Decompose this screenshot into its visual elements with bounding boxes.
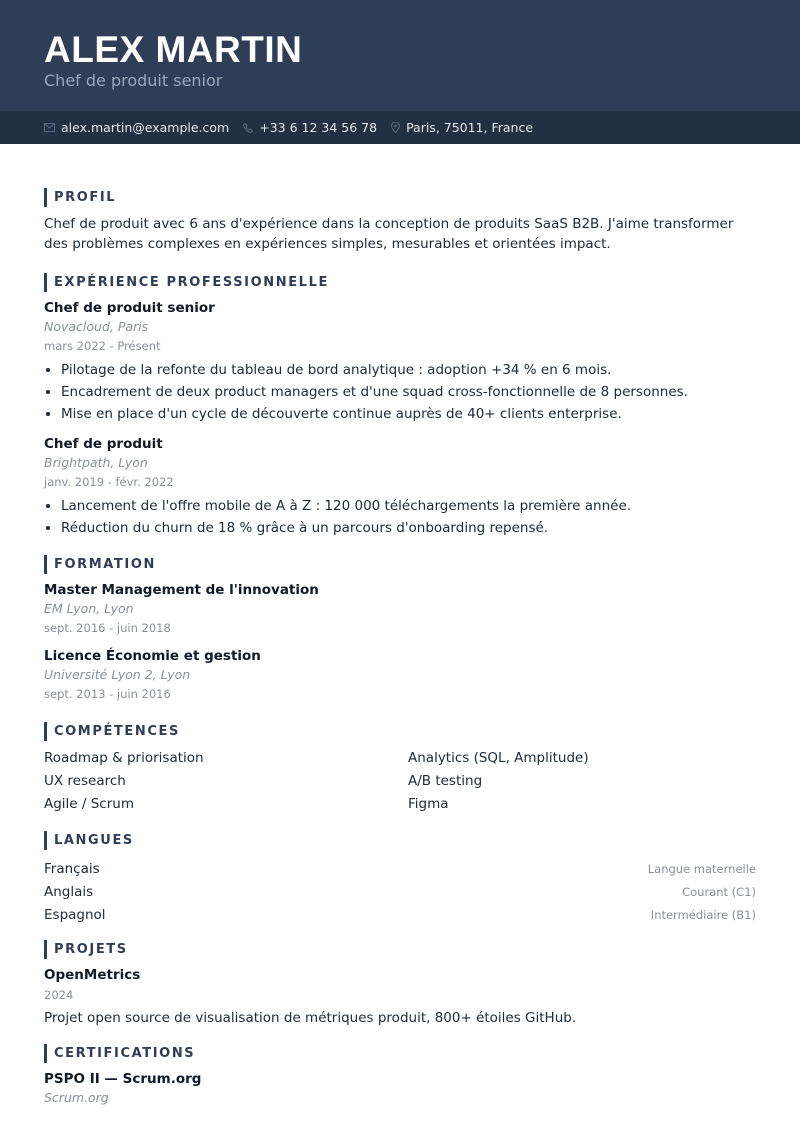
certification-title: PSPO II — Scrum.org bbox=[44, 1071, 202, 1087]
section-title: EXPÉRIENCE PROFESSIONNELLE bbox=[44, 273, 756, 292]
project-title: OpenMetrics bbox=[44, 967, 141, 983]
candidate-role: Chef de produit senior bbox=[44, 71, 223, 90]
education-entry bbox=[44, 647, 756, 705]
language-row bbox=[44, 903, 756, 926]
section-title: FORMATION bbox=[44, 555, 756, 574]
location-text: Paris, 75011, France bbox=[406, 120, 534, 135]
achievement-item: • Pilotage de la refonte du tableau de bord analytique : adoption +34 % en 6 mois. bbox=[61, 359, 756, 381]
languages-section bbox=[44, 831, 756, 926]
skill-item: A/B testing bbox=[408, 773, 483, 789]
job-dates: mars 2022 - Présent bbox=[44, 339, 161, 353]
achievement-item: • Lancement de l'offre mobile de A à Z : 120 000 téléchargements la première année. bbox=[61, 495, 756, 517]
degree-title: Master Management de l'innovation bbox=[44, 582, 319, 598]
skills-section bbox=[44, 722, 756, 814]
degree-title: Licence Économie et gestion bbox=[44, 648, 261, 664]
profile-section bbox=[44, 188, 756, 254]
section-title: CERTIFICATIONS bbox=[44, 1044, 756, 1063]
phone-text: +33 6 12 34 56 78 bbox=[259, 120, 378, 135]
language-level: Langue maternelle bbox=[647, 861, 756, 876]
school-name: EM Lyon, Lyon bbox=[44, 601, 134, 616]
job-company: Novacloud, Paris bbox=[44, 319, 149, 334]
school-name: Université Lyon 2, Lyon bbox=[44, 667, 191, 682]
email-text: alex.martin@example.com bbox=[61, 120, 230, 135]
contact-email[interactable] bbox=[44, 120, 229, 135]
contact-bar bbox=[0, 111, 800, 144]
experience-entry bbox=[44, 435, 756, 539]
education-section bbox=[44, 555, 756, 705]
achievement-item: • Mise en place d'un cycle de découverte continue auprès de 40+ clients enterprise. bbox=[61, 403, 756, 425]
language-name: Espagnol bbox=[44, 906, 106, 923]
candidate-name: ALEX MARTIN bbox=[44, 29, 303, 70]
education-dates: sept. 2016 - juin 2018 bbox=[44, 621, 171, 635]
language-level: Intermédiaire (B1) bbox=[650, 907, 756, 922]
language-name: Français bbox=[44, 860, 100, 877]
skill-item: Figma bbox=[408, 796, 449, 812]
experience-section bbox=[44, 273, 756, 539]
skill-item: Agile / Scrum bbox=[44, 796, 134, 812]
project-date: 2024 bbox=[44, 988, 74, 1002]
language-name: Anglais bbox=[44, 883, 94, 900]
language-row bbox=[44, 880, 756, 903]
contact-phone[interactable] bbox=[243, 120, 377, 135]
job-achievements bbox=[44, 359, 756, 425]
section-title: PROFIL bbox=[44, 188, 756, 207]
job-dates: janv. 2019 - févr. 2022 bbox=[44, 475, 174, 489]
education-dates: sept. 2013 - juin 2016 bbox=[44, 687, 171, 701]
profile-text: Chef de produit avec 6 ans d'expérience dans la conception de produits SaaS B2B. J'aime transformer des problèmes complexes en expériences simples, mesurables et orientées impact. bbox=[44, 216, 734, 252]
job-achievements bbox=[44, 495, 756, 539]
language-row bbox=[44, 857, 756, 880]
skill-item: Roadmap & priorisation bbox=[44, 750, 204, 766]
projects-section bbox=[44, 940, 756, 1028]
skill-item: UX research bbox=[44, 773, 126, 789]
languages-list bbox=[44, 857, 756, 926]
skill-item: Analytics (SQL, Amplitude) bbox=[408, 750, 589, 766]
phone-icon bbox=[243, 123, 253, 133]
project-description: Projet open source de visualisation de métriques produit, 800+ étoiles GitHub. bbox=[44, 1010, 577, 1026]
contact-location bbox=[391, 120, 533, 135]
certifications-section bbox=[44, 1044, 756, 1107]
job-company: Brightpath, Lyon bbox=[44, 455, 148, 470]
resume-body bbox=[0, 144, 800, 1107]
job-title: Chef de produit senior bbox=[44, 300, 215, 316]
language-level: Courant (C1) bbox=[682, 884, 756, 899]
map-pin-icon bbox=[391, 122, 400, 133]
section-title: COMPÉTENCES bbox=[44, 722, 756, 741]
certification-issuer: Scrum.org bbox=[44, 1090, 109, 1105]
section-title: LANGUES bbox=[44, 831, 756, 850]
job-title: Chef de produit bbox=[44, 436, 163, 452]
envelope-icon bbox=[44, 123, 55, 132]
skills-grid bbox=[44, 748, 756, 814]
resume-header bbox=[0, 0, 800, 111]
education-entry bbox=[44, 581, 756, 639]
achievement-item: • Réduction du churn de 18 % grâce à un parcours d'onboarding repensé. bbox=[61, 517, 756, 539]
experience-entry bbox=[44, 299, 756, 425]
achievement-item: • Encadrement de deux product managers et d'une squad cross-fonctionnelle de 8 personnes. bbox=[61, 381, 756, 403]
section-title: PROJETS bbox=[44, 940, 756, 959]
